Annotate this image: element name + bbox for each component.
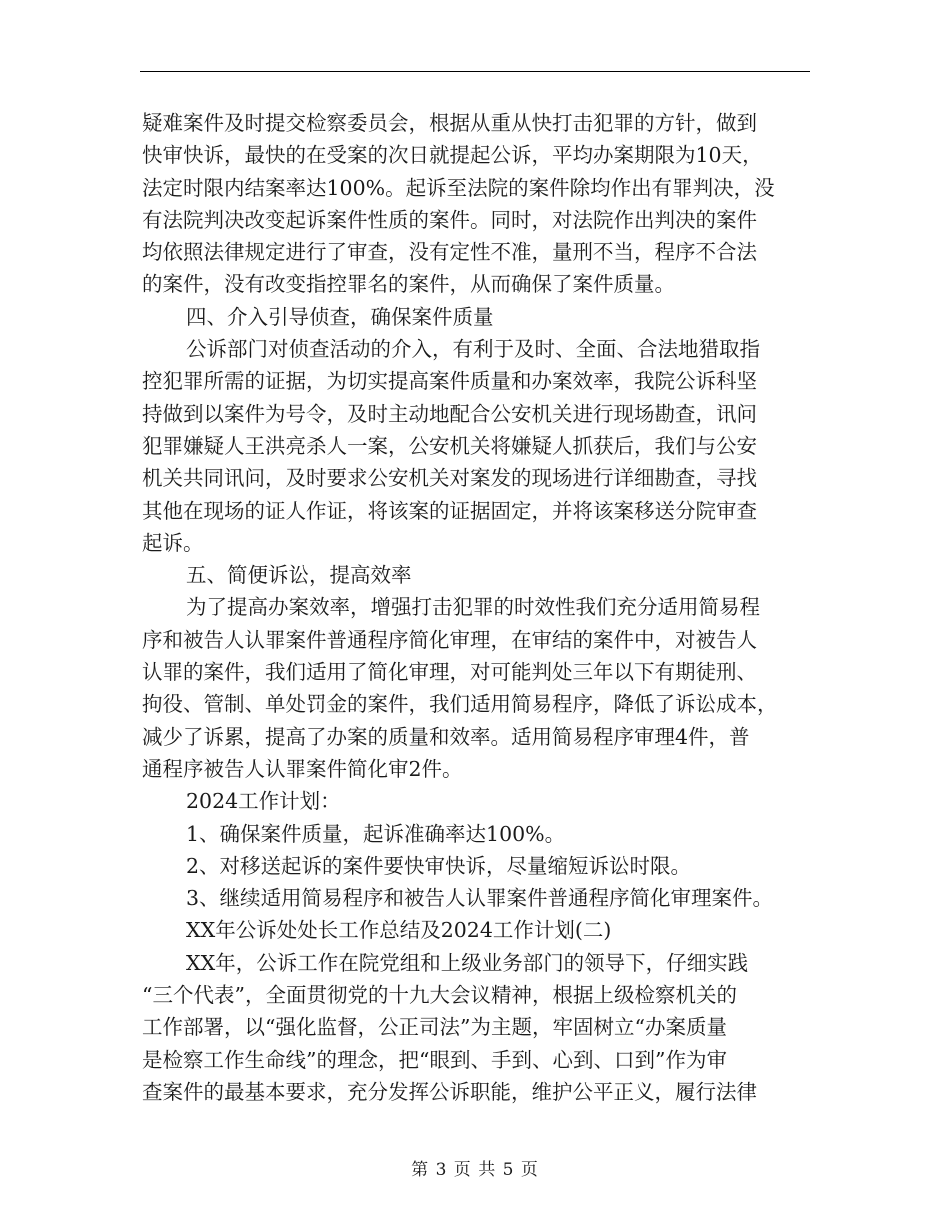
text-line: 3、继续适用简易程序和被告人认罪案件普通程序简化审理案件。 xyxy=(186,886,774,911)
text-line: XX年，公诉工作在院党组和上级业务部门的领导下，仔细实践 xyxy=(186,950,749,975)
text-line: XX年公诉处处长工作总结及2024工作计划(二) xyxy=(186,918,612,943)
text-line: “三个代表”，全面贯彻党的十九大会议精神，根据上级检察机关的 xyxy=(142,983,737,1008)
text-line: 控犯罪所需的证据，为切实提高案件质量和办案效率，我院公诉科坚 xyxy=(142,369,757,394)
text-line: 有法院判决改变起诉案件性质的案件。同时，对法院作出判决的案件 xyxy=(142,207,757,232)
text-line: 五、简便诉讼，提高效率 xyxy=(186,563,412,588)
text-line: 四、介入引导侦查，确保案件质量 xyxy=(186,304,494,329)
text-line: 持做到以案件为号令，及时主动地配合公安机关进行现场勘查，讯问 xyxy=(142,401,757,426)
text-line: 是检察工作生命线”的理念，把“眼到、手到、心到、口到”作为审 xyxy=(142,1047,727,1072)
text-line: 犯罪嫌疑人王洪亮杀人一案，公安机关将嫌疑人抓获后，我们与公安 xyxy=(142,433,757,458)
text-line: 认罪的案件，我们适用了简化审理，对可能判处三年以下有期徒刑、 xyxy=(142,660,757,685)
text-line: 2024工作计划： xyxy=(186,789,341,814)
text-line: 通程序被告人认罪案件简化审2件。 xyxy=(142,756,463,781)
text-line: 公诉部门对侦查活动的介入，有利于及时、全面、合法地猎取指 xyxy=(186,337,760,362)
text-line: 均依照法律规定进行了审查，没有定性不准，量刑不当，程序不合法 xyxy=(142,240,757,265)
text-line: 起诉。 xyxy=(142,530,204,555)
text-line: 1、确保案件质量，起诉准确率达100%。 xyxy=(186,821,566,846)
text-line: 序和被告人认罪案件普通程序简化审理，在审结的案件中，对被告人 xyxy=(142,627,757,652)
text-line: 法定时限内结案率达100%。起诉至法院的案件除均作出有罪判决，没 xyxy=(142,175,775,200)
text-line: 2、对移送起诉的案件要快审快诉，尽量缩短诉讼时限。 xyxy=(186,853,692,878)
text-line: 工作部署，以“强化监督，公正司法”为主题，牢固树立“办案质量 xyxy=(142,1015,727,1040)
text-line: 为了提高办案效率，增强打击犯罪的时效性我们充分适用简易程 xyxy=(186,595,760,620)
text-line: 快审快诉，最快的在受案的次日就提起公诉，平均办案期限为10天， xyxy=(142,143,763,168)
text-line: 机关共同讯问，及时要求公安机关对案发的现场进行详细勘查，寻找 xyxy=(142,466,757,491)
header-rule xyxy=(140,71,810,72)
text-line: 查案件的最基本要求，充分发挥公诉职能，维护公平正义，履行法律 xyxy=(142,1079,757,1104)
page-footer: 第 3 页 共 5 页 xyxy=(411,1160,539,1180)
text-line: 疑难案件及时提交检察委员会，根据从重从快打击犯罪的方针，做到 xyxy=(142,111,757,135)
text-line: 的案件，没有改变指控罪名的案件，从而确保了案件质量。 xyxy=(142,272,675,297)
document-body xyxy=(142,107,814,1108)
text-line: 其他在现场的证人作证，将该案的证据固定，并将该案移送分院审查 xyxy=(142,498,757,523)
text-line: 拘役、管制、单处罚金的案件，我们适用简易程序，降低了诉讼成本， xyxy=(142,692,778,717)
text-line: 减少了诉累，提高了办案的质量和效率。适用简易程序审理4件，普 xyxy=(142,724,750,749)
